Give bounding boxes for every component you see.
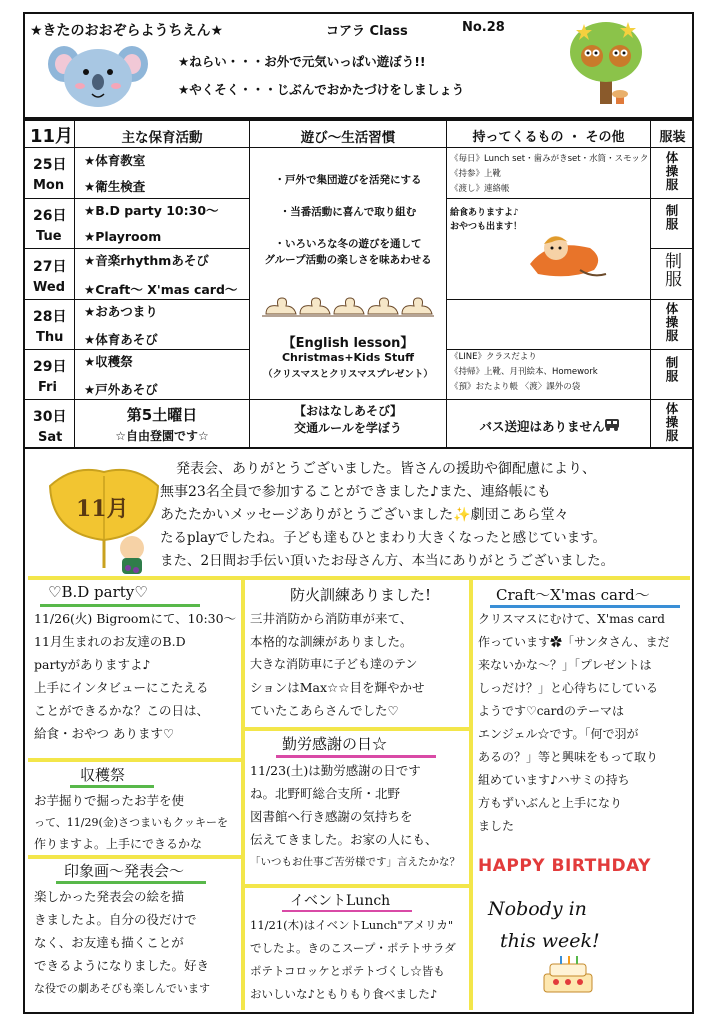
class-promise: ★やくそく・・・じぶんでおかたづけをしましょう: [178, 82, 465, 97]
row-divider: [23, 349, 249, 350]
impression-line: できるようになりました。好き: [34, 958, 210, 973]
birthday-title: HAPPY BIRTHDAY: [478, 856, 651, 876]
uniform-cell: 体操服: [664, 302, 679, 343]
row-divider: [446, 399, 694, 400]
activity-item: ★体育教室: [84, 153, 146, 168]
labor-day-line: 11/23(土)は勤労感謝の日です: [250, 763, 421, 778]
craft-line: あるの？」等と興味をもって取り: [478, 750, 659, 764]
bd-party-line: 上手にインタビューにこたえる: [34, 680, 209, 695]
activity-item: ★Playroom: [84, 229, 162, 244]
fire-drill-line: ションはMax☆☆目を輝やかせ: [250, 680, 425, 695]
greeting-line: あたたかいメッセージありがとうございました✨劇団こあら堂々: [160, 507, 569, 523]
greeting-line: また、2日間お手伝い頂いたお母さん方、本当にありがとうございました。: [160, 553, 615, 569]
school-name: ★きたのおおぞらようちえん★: [30, 23, 224, 39]
activity-item: 第5土曜日: [126, 406, 198, 424]
fire-drill-title: 防火訓練ありました!: [290, 586, 432, 604]
craft-line: ました: [478, 819, 515, 833]
col-uniform-header: 服装: [659, 130, 686, 145]
title-underline: [282, 910, 412, 912]
labor-day-line: 伝えてきました。お家の人にも、: [250, 832, 438, 847]
impression-title: 印象画〜発表会〜: [64, 862, 185, 880]
row-divider: [446, 299, 694, 300]
bd-party-line: ことができるかな？この日は、: [34, 703, 210, 718]
activity-item: ★戸外あそび: [84, 382, 158, 397]
greeting-line: 無事23名全員で参加することができました♪また、連絡帳にも: [160, 484, 551, 500]
row-divider: [23, 399, 249, 400]
bring-item: 《預》おたより帳 〈渡〉課外の袋: [450, 382, 581, 392]
bring-item: 《LINE》クラスだより: [450, 352, 537, 362]
activity-item: ★音楽rhythmあそび: [84, 253, 209, 268]
play-goal: ・当番活動に喜んで取り組む: [279, 206, 417, 218]
bd-party-line: 11月生まれのお友達のB.D: [34, 634, 186, 649]
bus-icon: [604, 418, 620, 432]
harvest-title: 収穫祭: [80, 766, 126, 784]
uniform-cell: 制服: [664, 356, 679, 383]
date-cell: 29日: [33, 359, 67, 375]
craft-line: ようです♡cardのテーマは: [478, 704, 625, 718]
weekday-cell: Wed: [33, 280, 65, 295]
bd-party-title: ♡B.D party♡: [48, 583, 148, 601]
activity-item: ★おあつまり: [84, 304, 158, 319]
english-lesson-topic: Christmas+Kids Stuff: [281, 351, 415, 364]
weekday-cell: Thu: [36, 330, 64, 345]
impression-line: な役での劇あそびも楽しんでいます: [34, 982, 210, 995]
row-divider: [23, 248, 249, 249]
craft-title: Craft〜X'mas card〜: [496, 586, 650, 604]
impression-line: なく、お友達も描くことが: [34, 935, 184, 950]
date-cell: 26日: [33, 208, 67, 224]
english-lesson-note: （クリスマスとクリスマスプレゼント）: [263, 369, 433, 380]
event-lunch-line: 11/21(木)はイベントLunch"アメリカ": [250, 918, 454, 932]
date-cell: 28日: [33, 309, 67, 325]
col-bring-header: 持ってくるもの ・ その他: [472, 130, 625, 145]
issue-number: No.28: [462, 20, 505, 35]
story-play-title: 【おはなしあそび】: [293, 404, 402, 418]
title-underline: [276, 755, 436, 758]
row-divider: [249, 399, 446, 400]
labor-day-line: ね。北野町総合支所・北野: [250, 786, 401, 801]
cake-icon: [538, 956, 598, 996]
play-goal: ・いろいろな冬の遊びを通して: [274, 238, 422, 250]
row-divider: [650, 248, 694, 249]
col-play-header: 遊び〜生活習慣: [300, 130, 396, 146]
bd-party-line: partyがありますよ♪: [34, 657, 151, 672]
play-goal: ・戸外で集団遊びを活発にする: [274, 174, 422, 186]
row-divider: [446, 198, 694, 199]
koala-icon: [48, 42, 148, 108]
craft-line: 方もずいぶんと上手になり: [478, 796, 623, 810]
birthday-line: this week!: [500, 930, 600, 952]
activity-item: ☆自由登園です☆: [115, 429, 209, 443]
uniform-cell: 制服: [661, 252, 681, 288]
row-divider: [23, 299, 249, 300]
bus-notice: バス送迎はありません: [479, 419, 605, 434]
divider-yellow: [28, 576, 690, 580]
weekday-cell: Tue: [36, 229, 62, 244]
divider-yellow: [244, 884, 472, 888]
english-lesson-title: 【English lesson】: [282, 336, 414, 351]
title-underline: [70, 785, 154, 788]
event-lunch-title: イベントLunch: [290, 893, 391, 909]
month-label: 11月: [30, 126, 74, 147]
divider-yellow: [241, 578, 245, 1010]
class-aim: ★ねらい・・・お外で元気いっぱい遊ぼう!!: [178, 54, 426, 69]
craft-line: 組めています♪ハサミの持ち: [478, 773, 630, 787]
impression-line: きましたよ。自分の役だけで: [34, 912, 197, 927]
greeting-line: 発表会、ありがとうございました。皆さんの援助や御配慮により、: [176, 461, 596, 477]
class-name: コアラ Class: [326, 24, 408, 39]
bd-party-line: 給食・おやつ あります♡: [34, 726, 175, 741]
table-divider: [23, 147, 694, 148]
uniform-cell: 制服: [664, 204, 679, 231]
event-lunch-line: おいしいな♪ともりもり食べました♪: [250, 987, 438, 1001]
harvest-line: 作りますよ。上手にできるかな: [34, 837, 203, 851]
fire-drill-line: 本格的な訓練がありました。: [250, 634, 413, 649]
bring-item: 《渡し》連絡帳: [450, 184, 510, 194]
event-lunch-line: でしたよ。きのこスープ・ポテトサラダ: [250, 941, 456, 955]
labor-day-title: 勤労感謝の日☆: [282, 735, 388, 753]
greeting-line: たるplayでしたね。子ども達もひとまわり大きくなったと感じています。: [160, 530, 607, 546]
story-play-topic: 交通ルールを学ぼう: [294, 421, 402, 435]
date-cell: 30日: [33, 409, 67, 425]
craft-line: エンジェル☆です。「何で羽が: [478, 727, 639, 741]
col-activity-header: 主な保育活動: [121, 130, 203, 146]
craft-line: しっだけ？」と心待ちにしている: [478, 681, 659, 695]
labor-day-line: 「いつもお仕事ご苦労様です」言えたかな？: [250, 856, 460, 868]
uniform-cell: 体操服: [664, 151, 679, 192]
activity-item: ★衛生検査: [84, 179, 146, 194]
weekday-cell: Fri: [38, 380, 57, 395]
bring-item: 《持帰》上靴、月刊絵本、Homework: [450, 367, 598, 377]
event-lunch-line: ポテトコロッケとポテトづくし☆皆も: [250, 964, 445, 978]
date-cell: 25日: [33, 157, 67, 173]
child-leaf-icon: [520, 218, 610, 288]
snack-note: おやつも出ます！: [450, 222, 523, 232]
craft-line: 作っています✿「サンタさん、まだ: [478, 635, 670, 649]
harvest-line: お芋掘りで掘ったお芋を使: [34, 793, 185, 808]
play-goal: グループ活動の楽しさを味あわせる: [264, 254, 432, 266]
ducks-icon: [262, 290, 434, 320]
craft-line: 来ないかな〜？」「プレゼントは: [478, 658, 652, 672]
uniform-cell: 体操服: [664, 402, 679, 443]
lunch-note: 給食ありますよ♪: [450, 208, 519, 218]
bring-item: 《持参》上靴: [450, 169, 502, 179]
divider-yellow: [244, 727, 472, 731]
fire-drill-line: ていたこあらさんでした♡: [250, 703, 399, 718]
weekday-cell: Mon: [33, 178, 65, 193]
row-divider: [446, 349, 694, 350]
activity-item: ★体育あそび: [84, 332, 158, 347]
impression-line: 楽しかった発表会の絵を描: [34, 889, 185, 904]
weekday-cell: Sat: [38, 430, 63, 445]
activity-item: ★Craft〜 X'mas card〜: [84, 282, 238, 297]
divider-yellow: [28, 758, 243, 762]
divider-yellow: [469, 578, 473, 1010]
date-cell: 27日: [33, 259, 67, 275]
fire-drill-line: 大きな消防車に子ども達のテン: [250, 657, 418, 671]
owl-tree-icon: [566, 18, 646, 110]
fire-drill-line: 三井消防から消防車が来て、: [250, 611, 413, 626]
bd-party-line: 11/26(火) Bigroomにて、10:30〜: [34, 611, 237, 626]
birthday-line: Nobody in: [488, 898, 587, 920]
labor-day-line: 図書館へ行き感謝の気持ちを: [250, 809, 413, 824]
harvest-line: って、11/29(金)さつまいもクッキーを: [34, 816, 229, 829]
craft-line: クリスマスにむけて、X'mas card: [478, 612, 665, 626]
title-underline: [56, 881, 206, 884]
row-divider: [23, 198, 249, 199]
bring-item: 《毎日》Lunch set・歯みがきset・水筒・スモック: [450, 154, 649, 164]
activity-item: ★収穫祭: [84, 354, 133, 369]
activity-item: ★B.D party 10:30〜: [84, 203, 219, 218]
month-badge: 11月: [76, 496, 129, 522]
